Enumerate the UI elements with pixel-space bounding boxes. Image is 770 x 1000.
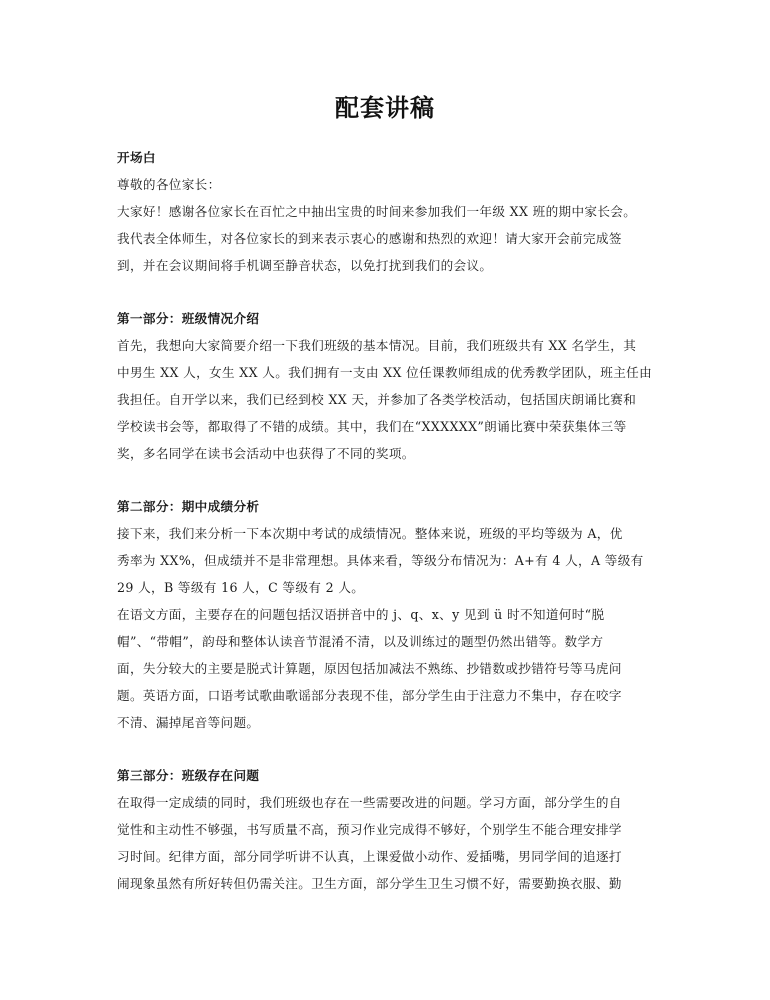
part1-line: 学校读书会等，都取得了不错的成绩。其中，我们在“XXXXXX”朗诵比赛中荣获集体三等 xyxy=(117,419,627,434)
part2-line: 帽”、“带帽”，韵母和整体认读音节混淆不清，以及训练过的题型仍然出错等。数学方 xyxy=(117,634,604,649)
part3-line: 习时间。纪律方面，部分同学听讲不认真，上课爱做小动作、爱插嘴，男同学间的追逐打 xyxy=(117,849,622,864)
part2-line: 不清、漏掉尾音等问题。 xyxy=(117,715,260,730)
opening-line: 我代表全体师生，对各位家长的到来表示衷心的感谢和热烈的欢迎！请大家开会前完成签 xyxy=(117,231,622,246)
part1-line: 我担任。自开学以来，我们已经到校 XX 天，并参加了各类学校活动，包括国庆朗诵比赛和 xyxy=(117,392,637,407)
section-spacer xyxy=(117,279,665,305)
opening-line: 到，并在会议期间将手机调至静音状态，以免打扰到我们的会议。 xyxy=(117,258,493,273)
opening-line: 尊敬的各位家长： xyxy=(117,177,221,192)
part2-line: 面，失分较大的主要是脱式计算题，原因包括加减法不熟练、抄错数或抄错符号等马虎问 xyxy=(117,661,622,676)
part2-line: 秀率为 XX%，但成绩并不是非常理想。具体来看，等级分布情况为：A+有 4 人，A 等级有 xyxy=(117,553,644,568)
section-spacer xyxy=(117,736,665,762)
part2-line: 接下来，我们来分析一下本次期中考试的成绩情况。整体来说，班级的平均等级为 A，优 xyxy=(117,526,623,541)
document-body xyxy=(117,144,665,897)
part3-line: 在取得一定成绩的同时，我们班级也存在一些需要改进的问题。学习方面，部分学生的自 xyxy=(117,795,622,810)
part3-line: 觉性和主动性不够强，书写质量不高，预习作业完成得不够好，个别学生不能合理安排学 xyxy=(117,822,622,837)
part3-line: 闹现象虽然有所好转但仍需关注。卫生方面，部分学生卫生习惯不好，需要勤换衣服、勤 xyxy=(117,876,622,891)
part2-line: 题。英语方面，口语考试歌曲歌谣部分表现不佳，部分学生由于注意力不集中，存在咬字 xyxy=(117,688,622,703)
part2-heading: 第二部分：期中成绩分析 xyxy=(117,499,260,514)
section-spacer xyxy=(117,467,665,493)
part3-heading: 第三部分：班级存在问题 xyxy=(117,768,260,783)
part1-heading: 第一部分：班级情况介绍 xyxy=(117,311,260,326)
part1-line: 首先，我想向大家简要介绍一下我们班级的基本情况。目前，我们班级共有 XX 名学生，其 xyxy=(117,338,637,353)
document-title: 配套讲稿 xyxy=(335,93,435,122)
part1-line: 中男生 XX 人，女生 XX 人。我们拥有一支由 XX 位任课教师组成的优秀教学团队，班主任由 xyxy=(117,365,653,380)
opening-line: 大家好！感谢各位家长在百忙之中抽出宝贵的时间来参加我们一年级 XX 班的期中家长会。 xyxy=(117,204,637,219)
part2-line: 29 人，B 等级有 16 人，C 等级有 2 人。 xyxy=(117,580,365,595)
part1-line: 奖，多名同学在读书会活动中也获得了不同的奖项。 xyxy=(117,446,415,461)
part2-line: 在语文方面，主要存在的问题包括汉语拼音中的 j、q、x、y 见到 ü 时不知道何时“脱 xyxy=(117,607,605,622)
opening-heading: 开场白 xyxy=(117,150,156,165)
